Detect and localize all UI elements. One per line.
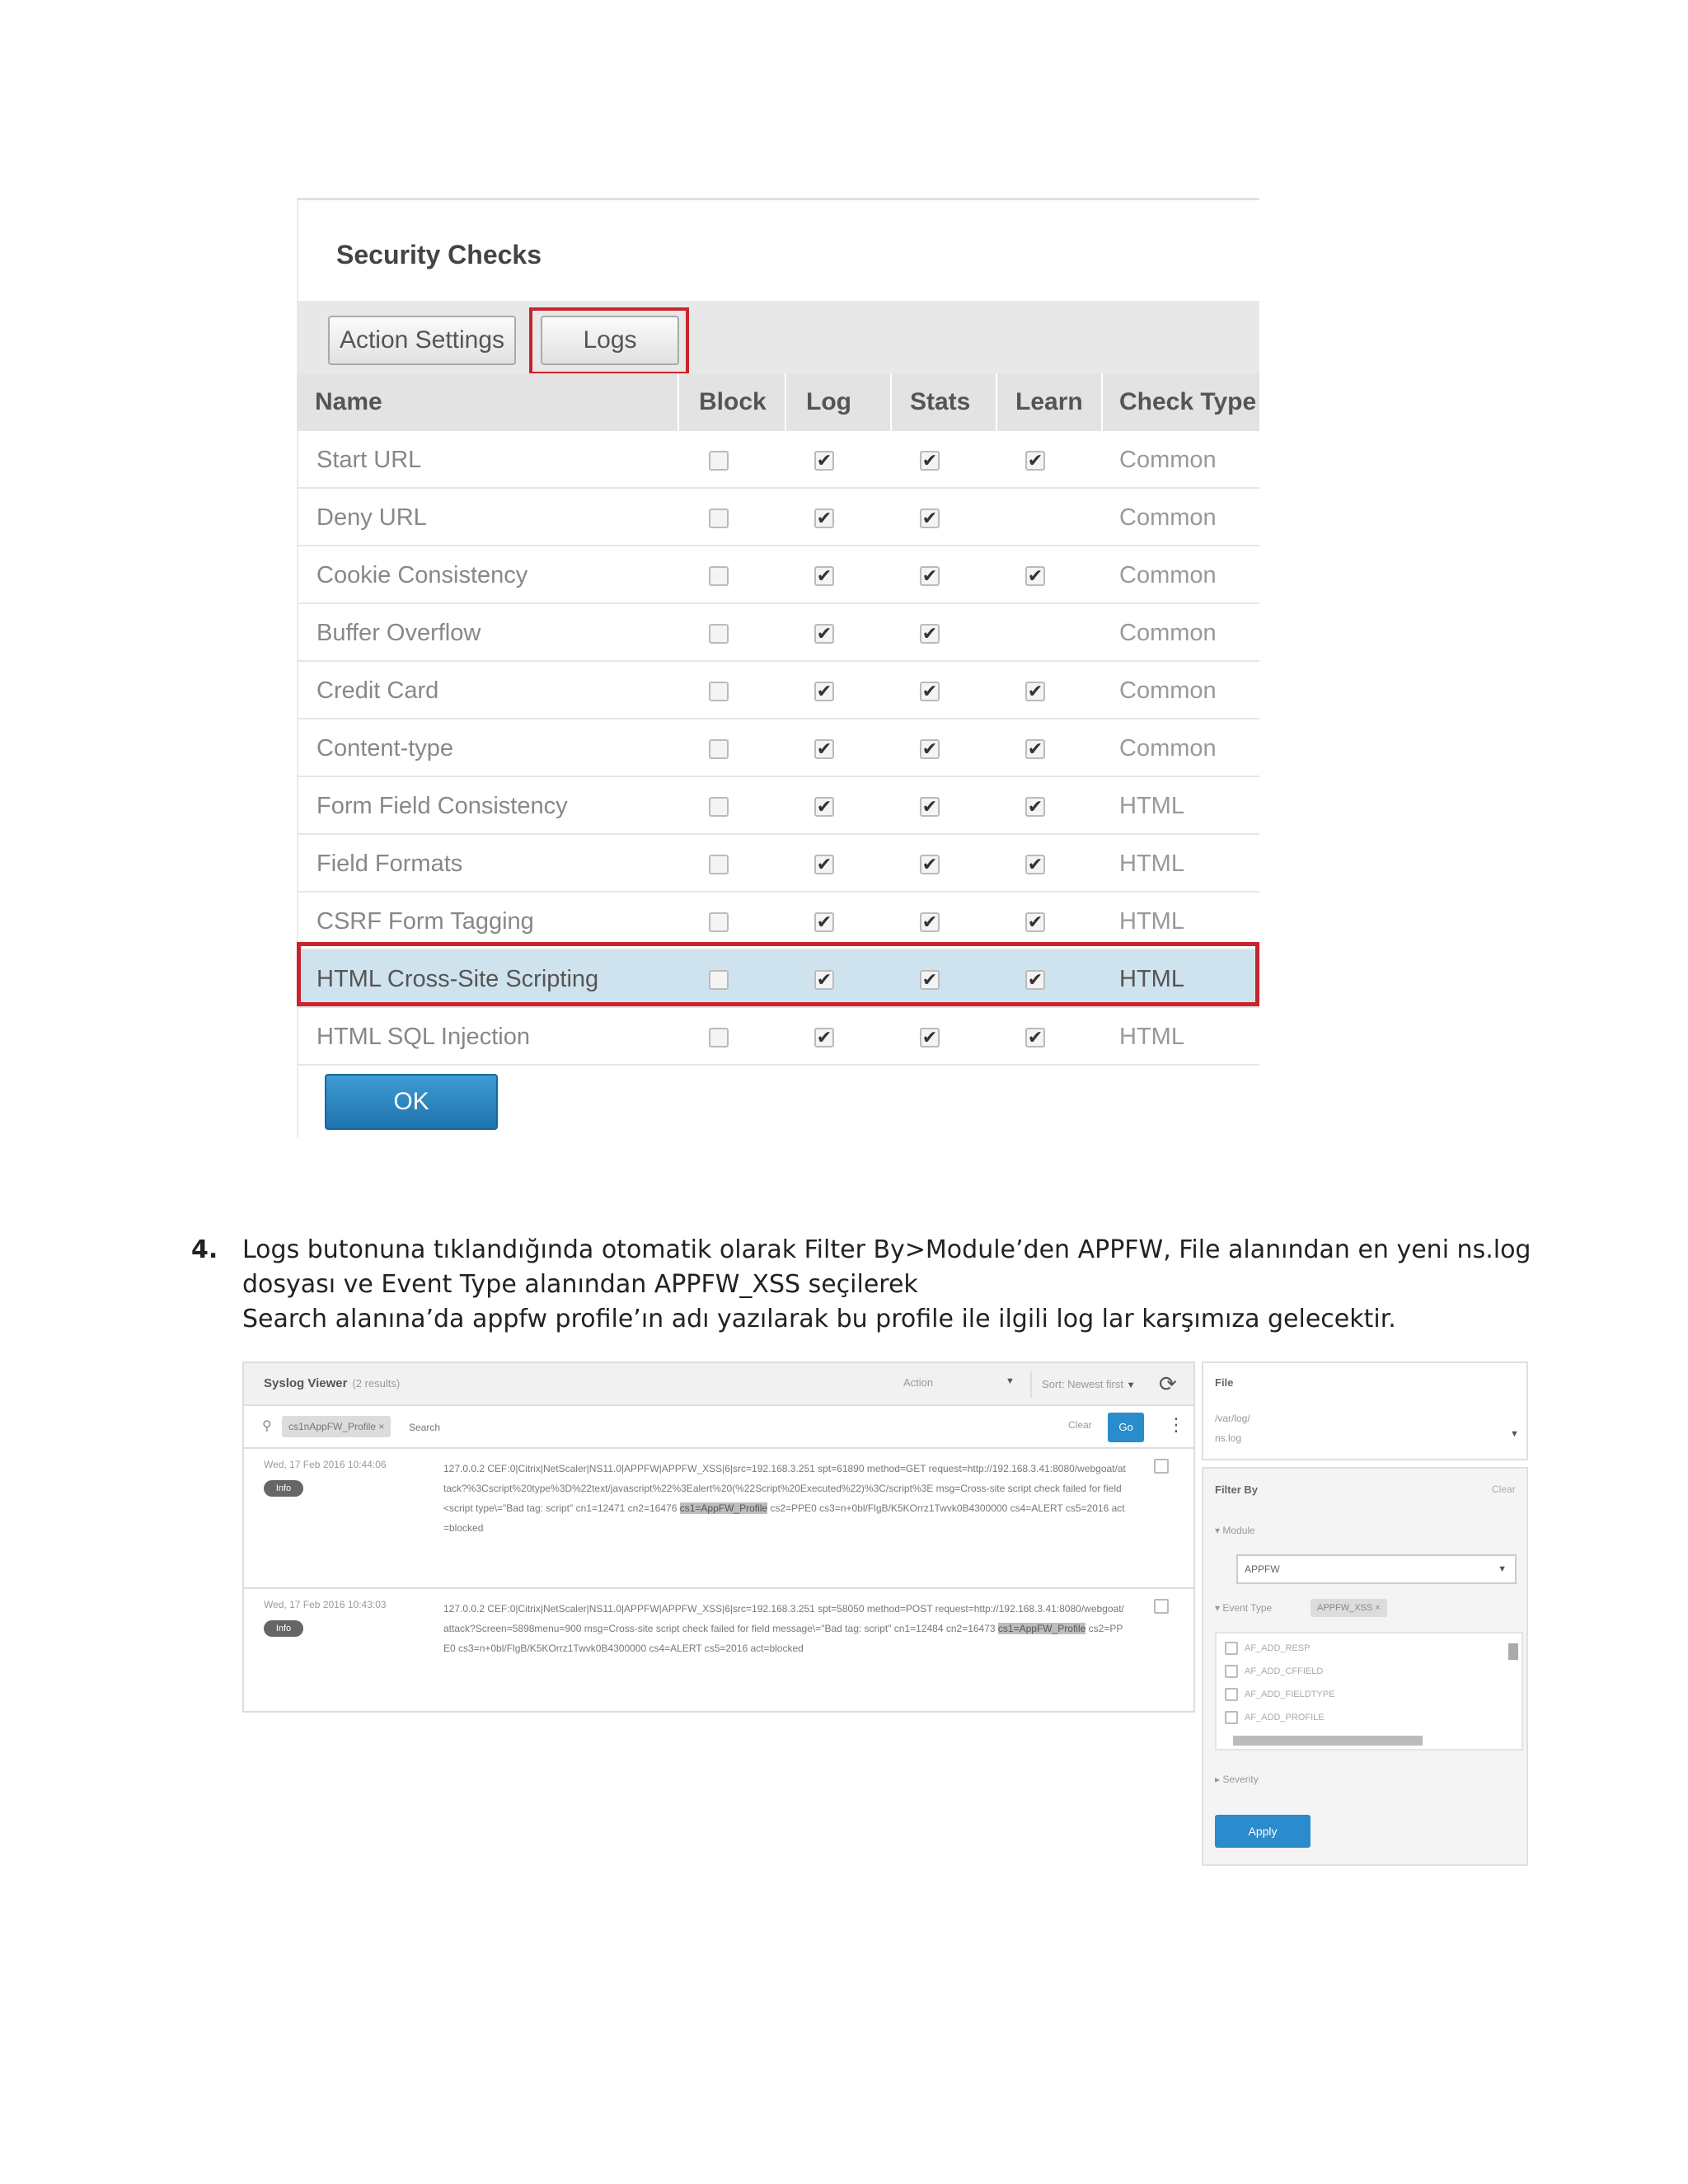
apply-button[interactable]: Apply	[1215, 1815, 1311, 1848]
log-checkbox[interactable]: ✔	[814, 451, 834, 471]
column-separator	[785, 373, 786, 431]
stats-checkbox[interactable]: ✔	[920, 566, 940, 586]
column-separator	[1101, 373, 1103, 431]
file-title: File	[1215, 1376, 1234, 1389]
expand-caret-icon: ▾	[1215, 1525, 1221, 1536]
block-checkbox[interactable]	[709, 1028, 729, 1047]
event-type-list[interactable]	[1215, 1632, 1523, 1750]
log-date: Wed, 17 Feb 2016 10:44:06	[264, 1459, 387, 1470]
column-separator	[890, 373, 892, 431]
event-type-option[interactable]	[1225, 1642, 1310, 1655]
check-type: HTML	[1119, 966, 1184, 992]
check-name: Deny URL	[316, 504, 427, 531]
chevron-down-icon: ▼	[1498, 1564, 1507, 1574]
file-path[interactable]: /var/log/	[1215, 1413, 1250, 1424]
check-type: HTML	[1119, 1024, 1184, 1050]
syslog-title	[264, 1376, 400, 1390]
event-type-option-label: AF_ADD_PROFILE	[1245, 1712, 1325, 1722]
log-checkbox[interactable]: ✔	[814, 1028, 834, 1047]
sort-label: Sort: Newest first	[1042, 1378, 1123, 1390]
check-name: HTML SQL Injection	[316, 1024, 530, 1050]
xss-row-highlight	[297, 942, 1259, 1006]
search-filter-chip[interactable]: cs1nAppFW_Profile ×	[282, 1416, 391, 1437]
security-check-row[interactable]	[297, 604, 1259, 662]
check-name: Form Field Consistency	[316, 793, 568, 819]
block-checkbox[interactable]	[709, 566, 729, 586]
log-checkbox[interactable]: ✔	[814, 797, 834, 817]
learn-checkbox[interactable]: ✔	[1025, 739, 1045, 759]
stats-checkbox[interactable]: ✔	[920, 624, 940, 644]
logs-button[interactable]: Logs	[541, 316, 679, 365]
check-name: HTML Cross-Site Scripting	[316, 966, 599, 992]
log-message-text: cs2=PPE0 cs3=n+0bl/FlgB/K5KOrrz1Twvk0B4300000 cs4=ALERT cs5=2016 act=blocked	[443, 1502, 1125, 1534]
block-checkbox[interactable]	[709, 451, 729, 471]
action-dropdown[interactable]: Action	[903, 1376, 934, 1389]
check-name: Content-type	[316, 735, 454, 762]
checkbox[interactable]	[1225, 1711, 1238, 1724]
log-date: Wed, 17 Feb 2016 10:43:03	[264, 1599, 387, 1610]
log-checkbox[interactable]: ✔	[814, 682, 834, 701]
log-checkbox[interactable]: ✔	[814, 739, 834, 759]
step-number: 4.	[191, 1235, 218, 1264]
security-check-row[interactable]	[297, 777, 1259, 835]
log-entry[interactable]	[244, 1449, 1193, 1589]
file-name[interactable]: ns.log	[1215, 1432, 1242, 1444]
expand-caret-icon: ▾	[1215, 1602, 1221, 1614]
check-name: CSRF Form Tagging	[316, 908, 534, 935]
security-check-row[interactable]	[297, 835, 1259, 893]
block-checkbox[interactable]	[709, 682, 729, 701]
check-type: Common	[1119, 620, 1217, 646]
module-select[interactable]	[1236, 1554, 1517, 1584]
log-message	[443, 1599, 1128, 1658]
syslog-search-bar	[244, 1406, 1193, 1449]
more-options-icon[interactable]: ⋮	[1167, 1414, 1185, 1435]
check-type: Common	[1119, 504, 1217, 531]
check-name: Field Formats	[316, 851, 463, 877]
vertical-scrollbar[interactable]	[1508, 1643, 1518, 1660]
table-header	[297, 373, 1259, 431]
check-name: Buffer Overflow	[316, 620, 481, 646]
check-name: Start URL	[316, 447, 422, 473]
checkbox[interactable]	[1225, 1642, 1238, 1655]
column-separator	[678, 373, 679, 431]
stats-checkbox[interactable]: ✔	[920, 509, 940, 528]
log-message	[443, 1459, 1128, 1538]
event-type-option[interactable]	[1225, 1665, 1323, 1678]
log-message-text: 127.0.0.2 CEF:0|Citrix|NetScaler|NS11.0|APPFW|APPFW_XSS|6|src=192.168.3.251 spt=58050 method=POST request=http://192.168.3.41:8080/webgoat/attack?Screen=5898menu=900 msg=Cross-site script check failed for field message\="Bad tag: script" cn1=12484 cn2=16473	[443, 1603, 1124, 1634]
checkbox[interactable]	[1225, 1688, 1238, 1701]
stats-checkbox[interactable]: ✔	[920, 855, 940, 874]
stats-checkbox[interactable]: ✔	[920, 1028, 940, 1047]
chevron-down-icon[interactable]: ▼	[1006, 1376, 1015, 1386]
learn-checkbox[interactable]: ✔	[1025, 912, 1045, 932]
stats-checkbox[interactable]: ✔	[920, 912, 940, 932]
log-checkbox[interactable]: ✔	[814, 624, 834, 644]
search-input[interactable]	[409, 1418, 903, 1437]
security-check-row[interactable]	[297, 1008, 1259, 1066]
panel-title: Security Checks	[336, 240, 542, 269]
block-checkbox[interactable]	[709, 509, 729, 528]
log-level-badge: Info	[264, 1480, 303, 1497]
action-settings-button[interactable]: Action Settings	[328, 316, 516, 365]
check-type: HTML	[1119, 793, 1184, 819]
severity-toggle[interactable]	[1215, 1774, 1259, 1785]
check-type: Common	[1119, 562, 1217, 588]
checkbox[interactable]	[1225, 1665, 1238, 1678]
horizontal-scrollbar[interactable]	[1233, 1736, 1423, 1746]
block-checkbox[interactable]	[709, 912, 729, 932]
syslog-main-panel	[242, 1361, 1195, 1713]
severity-label: Severity	[1222, 1774, 1259, 1785]
search-icon: ⚲	[262, 1419, 272, 1433]
block-checkbox[interactable]	[709, 797, 729, 817]
check-type: Common	[1119, 447, 1217, 473]
column-header-name[interactable]: Name	[315, 388, 382, 415]
stats-checkbox[interactable]: ✔	[920, 682, 940, 701]
log-level-badge: Info	[264, 1620, 303, 1637]
expand-caret-icon: ▸	[1215, 1774, 1221, 1785]
syslog-header	[244, 1363, 1193, 1406]
event-type-option-label: AF_ADD_FIELDTYPE	[1245, 1689, 1335, 1699]
module-label: Module	[1222, 1525, 1255, 1536]
log-entry-checkbox[interactable]	[1154, 1459, 1169, 1474]
refresh-icon[interactable]: ⟳	[1159, 1371, 1177, 1396]
chevron-down-icon[interactable]: ▼	[1510, 1429, 1519, 1439]
stats-checkbox[interactable]: ✔	[920, 970, 940, 990]
result-count: (2 results)	[352, 1377, 401, 1390]
logs-button-highlight	[529, 307, 689, 375]
check-name: Cookie Consistency	[316, 562, 528, 588]
event-type-option[interactable]	[1225, 1711, 1325, 1724]
syslog-title-text: Syslog Viewer	[264, 1376, 348, 1390]
security-check-row[interactable]	[297, 719, 1259, 777]
column-header-block[interactable]: Block	[699, 388, 767, 415]
security-check-row[interactable]	[297, 662, 1259, 719]
log-entry[interactable]	[244, 1589, 1193, 1713]
chevron-down-icon: ▼	[1126, 1380, 1136, 1390]
stats-checkbox[interactable]: ✔	[920, 739, 940, 759]
log-message-text: 127.0.0.2 CEF:0|Citrix|NetScaler|NS11.0|APPFW|APPFW_XSS|6|src=192.168.3.251 spt=61890 method=GET request=http://192.168.3.41:8080/webgoat/attack?%3Cscript%20type%3D%22text/javascript%22%3Ealert%20(%22Script%20Executed%22)%3C/script%3E msg=Cross-site script check failed for field <script type\="Bad tag: script" cn1=12471 cn2=16476	[443, 1463, 1126, 1514]
filter-clear-link[interactable]: Clear	[1492, 1483, 1516, 1495]
go-button[interactable]: Go	[1108, 1413, 1144, 1442]
check-type: Common	[1119, 677, 1217, 704]
learn-checkbox[interactable]: ✔	[1025, 451, 1045, 471]
learn-checkbox[interactable]: ✔	[1025, 797, 1045, 817]
block-checkbox[interactable]	[709, 739, 729, 759]
step-text-line: Logs butonuna tıklandığında otomatik olarak Filter By>Module’den APPFW, File alanından en yeni ns.log	[242, 1235, 1531, 1264]
module-toggle[interactable]	[1215, 1525, 1255, 1536]
step-text-line: dosyası ve Event Type alanından APPFW_XSS seçilerek	[242, 1270, 918, 1299]
filter-by-title: Filter By	[1215, 1483, 1259, 1496]
security-checks-panel	[297, 198, 1259, 1137]
event-type-toggle[interactable]	[1215, 1602, 1272, 1614]
log-message-highlight: cs1=AppFW_Profile	[679, 1502, 768, 1514]
clear-search-link[interactable]: Clear	[1068, 1419, 1092, 1431]
log-checkbox[interactable]: ✔	[814, 970, 834, 990]
log-entry-checkbox[interactable]	[1154, 1599, 1169, 1614]
filter-by-section	[1202, 1467, 1528, 1866]
event-type-option-label: AF_ADD_CFFIELD	[1245, 1666, 1324, 1676]
column-header-stats[interactable]: Stats	[910, 388, 971, 415]
filter-sidebar	[1202, 1361, 1528, 1866]
sort-dropdown[interactable]	[1030, 1371, 1154, 1398]
check-type: Common	[1119, 735, 1217, 762]
event-type-option[interactable]	[1225, 1688, 1334, 1701]
block-checkbox[interactable]	[709, 855, 729, 874]
event-type-option-label: AF_ADD_RESP	[1245, 1643, 1311, 1653]
block-checkbox[interactable]	[709, 624, 729, 644]
step-text	[242, 1233, 1531, 1337]
stats-checkbox[interactable]: ✔	[920, 797, 940, 817]
learn-checkbox[interactable]: ✔	[1025, 970, 1045, 990]
log-checkbox[interactable]: ✔	[814, 912, 834, 932]
log-message-text: cs2=PPE0 cs3=n+0bl/FlgB/K5KOrrz1Twvk0B4300000 cs4=ALERT cs5=2016 act=blocked	[443, 1623, 1123, 1654]
column-header-log[interactable]: Log	[806, 388, 851, 415]
learn-checkbox[interactable]: ✔	[1025, 1028, 1045, 1047]
log-message-highlight: cs1=AppFW_Profile	[997, 1623, 1086, 1634]
log-checkbox[interactable]: ✔	[814, 855, 834, 874]
column-header-check-type[interactable]: Check Type	[1119, 388, 1257, 415]
column-separator	[996, 373, 997, 431]
event-type-chip[interactable]: APPFW_XSS ×	[1311, 1599, 1387, 1617]
module-value: APPFW	[1245, 1563, 1280, 1575]
event-type-label: Event Type	[1222, 1602, 1273, 1614]
security-check-row[interactable]	[297, 489, 1259, 546]
column-header-learn[interactable]: Learn	[1015, 388, 1083, 415]
learn-checkbox[interactable]: ✔	[1025, 682, 1045, 701]
security-check-row[interactable]	[297, 431, 1259, 489]
check-type: HTML	[1119, 851, 1184, 877]
security-check-row[interactable]	[297, 546, 1259, 604]
ok-button[interactable]: OK	[325, 1074, 498, 1130]
file-section	[1202, 1361, 1528, 1460]
panel-toolbar	[297, 301, 1259, 373]
check-name: Credit Card	[316, 677, 439, 704]
learn-checkbox[interactable]: ✔	[1025, 855, 1045, 874]
check-type: HTML	[1119, 908, 1184, 935]
step-text-line: Search alanına’da appfw profile’ın adı yazılarak bu profile ile ilgili log lar karşımıza gelecektir.	[242, 1305, 1396, 1333]
log-checkbox[interactable]: ✔	[814, 509, 834, 528]
syslog-viewer	[242, 1361, 1528, 1866]
log-checkbox[interactable]: ✔	[814, 566, 834, 586]
learn-checkbox[interactable]: ✔	[1025, 566, 1045, 586]
stats-checkbox[interactable]: ✔	[920, 451, 940, 471]
